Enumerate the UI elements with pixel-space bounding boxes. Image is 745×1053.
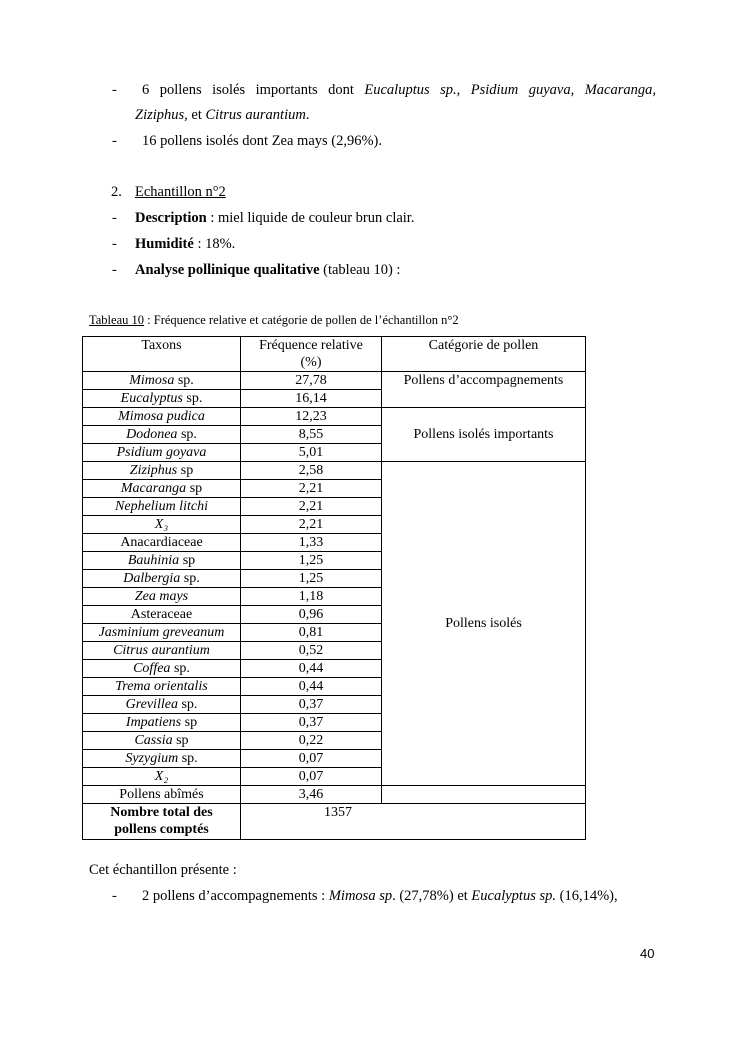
header-frequence-line1: Fréquence relative xyxy=(259,338,363,353)
taxon-suffix: sp xyxy=(186,481,203,496)
total-label xyxy=(83,804,241,840)
frequence-cell: 1,18 xyxy=(241,588,382,606)
taxon-cell xyxy=(83,750,241,768)
category-isoles: Pollens isolés xyxy=(382,462,586,786)
frequence-cell: 0,44 xyxy=(241,660,382,678)
item-label: Humidité xyxy=(135,236,194,252)
taxon-name: Impatiens xyxy=(125,715,182,730)
taxon-cell xyxy=(83,732,241,750)
taxon-suffix: Anacardiaceae xyxy=(120,535,203,550)
table-row xyxy=(83,372,586,390)
taxon-name: Syzygium xyxy=(125,751,179,766)
category-accompagnement: Pollens d’accompagnements xyxy=(382,372,586,408)
taxon-cell xyxy=(83,660,241,678)
taxon-suffix: sp xyxy=(179,553,196,568)
frequence-cell: 16,14 xyxy=(241,390,382,408)
period: . xyxy=(305,107,310,123)
taxon-cell xyxy=(83,408,241,426)
frequence-cell: 1,25 xyxy=(241,552,382,570)
table-caption xyxy=(89,313,459,328)
table-row xyxy=(83,786,586,804)
taxon-name: Psidium goyava xyxy=(116,445,207,460)
table-row xyxy=(83,408,586,426)
taxon-cell xyxy=(83,516,241,534)
item-label: Description xyxy=(135,210,207,226)
taxon-name: Citrus aurantium xyxy=(113,643,210,658)
table-row xyxy=(83,462,586,480)
taxon-cell xyxy=(83,642,241,660)
taxon-name: Ziziphus xyxy=(129,463,178,478)
bullet-pollens-isoles: 16 pollens isolés dont Zea mays (2,96%). xyxy=(142,133,383,149)
bullet-line2 xyxy=(135,106,309,124)
taxon-name: Jasminium greveanum xyxy=(98,625,225,640)
taxon-cell xyxy=(83,714,241,732)
taxon-cell xyxy=(83,696,241,714)
frequence-cell: 3,46 xyxy=(241,786,382,804)
taxon-suffix: sp. xyxy=(178,751,198,766)
taxon-name: Dodonea xyxy=(126,427,178,442)
taxon-cell xyxy=(83,624,241,642)
frequence-cell: 1,33 xyxy=(241,534,382,552)
taxon-cell xyxy=(83,372,241,390)
frequence-cell: 2,21 xyxy=(241,498,382,516)
taxon-cell xyxy=(83,498,241,516)
bullet-text: 2 pollens d’accompagnements : xyxy=(142,888,329,904)
bullet-text: 6 pollens isolés importants dont xyxy=(142,82,365,98)
bullet-text: . (27,78%) et xyxy=(392,888,472,904)
taxon-cell xyxy=(83,552,241,570)
taxon-name: X₂ xyxy=(154,769,169,784)
taxon-name: Cassia xyxy=(134,733,173,748)
taxon-name: Mimosa pudica xyxy=(118,409,205,424)
bullet-dash: - xyxy=(112,262,117,278)
taxon-suffix: Asteraceae xyxy=(130,607,193,622)
taxon-cell xyxy=(83,480,241,498)
page-number: 40 xyxy=(640,946,655,961)
taxon-suffix: sp. xyxy=(177,427,197,442)
taxon-ziziphus: Ziziphus, xyxy=(135,107,188,123)
frequence-cell: 12,23 xyxy=(241,408,382,426)
caption-text: : Fréquence relative et catégorie de pollen de l’échantillon n°2 xyxy=(144,313,459,327)
bullet-text: (16,14%), xyxy=(556,888,618,904)
taxon-citrus: Citrus aurantium xyxy=(205,107,306,123)
frequence-cell: 0,96 xyxy=(241,606,382,624)
taxon-cell xyxy=(83,426,241,444)
taxon-name: Trema orientalis xyxy=(115,679,208,694)
frequence-cell: 2,21 xyxy=(241,516,382,534)
taxon-eucalyptus: Eucalyptus sp. xyxy=(471,888,556,904)
frequence-cell: 8,55 xyxy=(241,426,382,444)
item-humidite xyxy=(135,235,235,253)
taxon-cell xyxy=(83,444,241,462)
taxon-suffix: sp xyxy=(181,715,198,730)
bullet-dash: - xyxy=(112,888,117,904)
item-label: Analyse pollinique qualitative xyxy=(135,262,320,278)
taxon-cell xyxy=(83,786,241,804)
bullet-taxa: Eucaluptus sp., Psidium guyava, Macaranga, xyxy=(364,82,656,98)
category-empty xyxy=(382,786,586,804)
item-description xyxy=(135,209,414,227)
item-value: : 18%. xyxy=(193,236,236,252)
taxon-suffix: Pollens abîmés xyxy=(119,787,204,802)
taxon-name: Macaranga xyxy=(120,481,187,496)
taxon-cell xyxy=(83,462,241,480)
frequence-cell: 27,78 xyxy=(241,372,382,390)
frequence-cell: 0,81 xyxy=(241,624,382,642)
item-value: (tableau 10) : xyxy=(319,262,401,278)
header-frequence-unit: (%) xyxy=(300,355,322,370)
pollen-table xyxy=(82,336,586,840)
frequence-cell: 0,37 xyxy=(241,696,382,714)
item-value: : miel liquide de couleur brun clair. xyxy=(206,210,415,226)
after-intro: Cet échantillon présente : xyxy=(89,862,237,878)
taxon-cell xyxy=(83,768,241,786)
total-label-line2: pollens comptés xyxy=(114,822,209,837)
taxon-cell xyxy=(83,588,241,606)
bullet-dash: - xyxy=(112,133,117,149)
total-count: 1357 xyxy=(324,805,352,820)
taxon-name: Bauhinia xyxy=(127,553,180,568)
taxon-suffix: sp xyxy=(177,463,194,478)
taxon-suffix: sp. xyxy=(180,571,200,586)
taxon-name: Mimosa xyxy=(129,373,175,388)
bullet-pollens-importants xyxy=(142,81,656,99)
taxon-suffix: sp. xyxy=(182,391,203,406)
taxon-name: Nephelium litchi xyxy=(115,499,208,514)
taxon-mimosa: Mimosa sp xyxy=(328,888,393,904)
header-frequence xyxy=(241,337,382,372)
taxon-cell xyxy=(83,678,241,696)
table-total-row xyxy=(83,804,586,840)
bullet-dash: - xyxy=(112,210,117,226)
taxon-name: Zea mays xyxy=(134,589,189,604)
frequence-cell: 2,58 xyxy=(241,462,382,480)
taxon-name: X₃ xyxy=(154,517,169,532)
category-importants: Pollens isolés importants xyxy=(382,408,586,462)
taxon-cell xyxy=(83,534,241,552)
frequence-cell: 5,01 xyxy=(241,444,382,462)
taxon-suffix: sp. xyxy=(170,661,190,676)
table-header-row xyxy=(83,337,586,372)
taxon-cell xyxy=(83,390,241,408)
bullet-dash: - xyxy=(112,82,117,98)
taxon-name: Grevillea xyxy=(125,697,178,712)
caption-ref: Tableau 10 xyxy=(89,313,145,327)
taxon-name: Coffea xyxy=(133,661,171,676)
frequence-cell: 0,07 xyxy=(241,768,382,786)
section-title: Echantillon n°2 xyxy=(135,184,226,200)
frequence-cell: 0,22 xyxy=(241,732,382,750)
bullet-accompagnements xyxy=(142,887,618,905)
frequence-cell: 0,44 xyxy=(241,678,382,696)
total-label-line1: Nombre total des xyxy=(110,805,213,820)
taxon-cell xyxy=(83,570,241,588)
taxon-name: Eucalyptus xyxy=(120,391,183,406)
taxon-suffix: sp xyxy=(172,733,189,748)
taxon-suffix: sp. xyxy=(174,373,194,388)
taxon-cell xyxy=(83,606,241,624)
header-categorie: Catégorie de pollen xyxy=(382,337,586,372)
frequence-cell: 2,21 xyxy=(241,480,382,498)
section-number: 2. xyxy=(111,184,122,200)
frequence-cell: 0,52 xyxy=(241,642,382,660)
bullet-dash: - xyxy=(112,236,117,252)
frequence-cell: 0,07 xyxy=(241,750,382,768)
taxon-suffix: sp. xyxy=(177,697,198,712)
taxon-name: Dalbergia xyxy=(123,571,181,586)
total-value xyxy=(241,804,586,840)
frequence-cell: 1,25 xyxy=(241,570,382,588)
conjunction: et xyxy=(187,107,206,123)
item-analyse xyxy=(135,261,400,279)
frequence-cell: 0,37 xyxy=(241,714,382,732)
header-taxons: Taxons xyxy=(83,337,241,372)
